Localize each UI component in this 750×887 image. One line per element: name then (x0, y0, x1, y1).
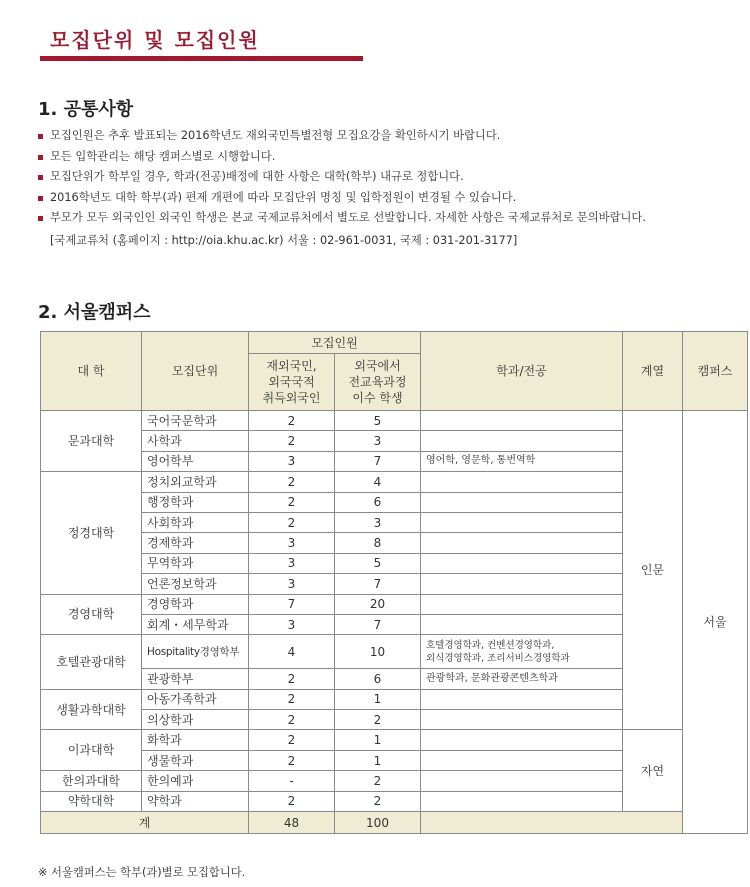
quota-overseas-cell: - (249, 771, 335, 791)
major-cell (421, 431, 623, 451)
college-cell: 생활과학대학 (41, 689, 142, 730)
unit-cell: 약학과 (142, 791, 249, 811)
college-cell: 이과대학 (41, 730, 142, 771)
quota-abroad-cell: 1 (335, 730, 421, 750)
major-cell (421, 750, 623, 770)
quota-abroad-cell: 5 (335, 553, 421, 573)
quota-abroad-cell: 2 (335, 771, 421, 791)
major-cell (421, 791, 623, 811)
unit-cell: 의상학과 (142, 710, 249, 730)
major-cell (421, 512, 623, 532)
header-quota: 모집인원 (249, 332, 421, 354)
header-campus: 캠퍼스 (683, 332, 748, 411)
quota-abroad-cell: 10 (335, 635, 421, 669)
quota-overseas-cell: 7 (249, 594, 335, 614)
major-cell (421, 710, 623, 730)
table-body (41, 411, 748, 834)
college-cell: 호텔관광대학 (41, 635, 142, 689)
quota-overseas-cell: 2 (249, 492, 335, 512)
major-cell (421, 771, 623, 791)
unit-cell: 경영학과 (142, 594, 249, 614)
major-cell (421, 472, 623, 492)
header-field: 계열 (623, 332, 683, 411)
bullet-icon (38, 155, 43, 160)
college-cell: 정경대학 (41, 472, 142, 594)
quota-overseas-cell: 2 (249, 431, 335, 451)
quota-overseas-cell: 3 (249, 553, 335, 573)
unit-cell: 회계・세무학과 (142, 614, 249, 634)
quota-abroad-cell: 7 (335, 574, 421, 594)
quota-overseas-cell: 3 (249, 533, 335, 553)
unit-cell: 관광학부 (142, 669, 249, 689)
major-cell: 호텔경영학과, 컨벤션경영학과, 외식경영학과, 조리서비스경영학과 (421, 635, 623, 669)
quota-abroad-cell: 1 (335, 689, 421, 709)
unit-cell: 국어국문학과 (142, 411, 249, 431)
unit-cell: 영어학부 (142, 451, 249, 471)
header-college: 대 학 (41, 332, 142, 411)
unit-cell: 경제학과 (142, 533, 249, 553)
field-cell-science: 자연 (623, 730, 683, 812)
unit-cell: 정치외교학과 (142, 472, 249, 492)
quota-overseas-cell: 2 (249, 669, 335, 689)
major-cell (421, 492, 623, 512)
quota-abroad-cell: 6 (335, 492, 421, 512)
major-cell (421, 689, 623, 709)
bullet-icon (38, 216, 43, 221)
total-label: 계 (41, 812, 249, 834)
title-underline (40, 56, 363, 61)
quota-abroad-cell: 6 (335, 669, 421, 689)
quota-overseas-cell: 2 (249, 750, 335, 770)
quota-abroad-cell: 8 (335, 533, 421, 553)
major-cell (421, 533, 623, 553)
page-title: 모집단위 및 모집인원 (50, 28, 260, 52)
quota-abroad-cell: 2 (335, 710, 421, 730)
total-blank (421, 812, 683, 834)
header-quota-overseas-korean: 재외국민, 외국국적 취득외국인 (249, 354, 335, 411)
note-item: 부모가 모두 외국인인 외국인 학생은 본교 국제교류처에서 별도로 선발합니다. 자세한 사항은 국제교류처로 문의바랍니다. (38, 208, 738, 229)
section-title-common: 1. 공통사항 (38, 99, 134, 120)
bullet-icon (38, 196, 43, 201)
section-title-seoul: 2. 서울캠퍼스 (38, 302, 151, 323)
quota-overseas-cell: 4 (249, 635, 335, 669)
quota-abroad-cell: 5 (335, 411, 421, 431)
quota-abroad-cell: 3 (335, 512, 421, 532)
bullet-icon (38, 134, 43, 139)
quota-overseas-cell: 2 (249, 710, 335, 730)
quota-overseas-cell: 2 (249, 730, 335, 750)
unit-cell: 사학과 (142, 431, 249, 451)
college-cell: 경영대학 (41, 594, 142, 635)
total-abroad: 100 (335, 812, 421, 834)
quota-overseas-cell: 3 (249, 574, 335, 594)
major-cell: 관광학과, 문화관광콘텐츠학과 (421, 669, 623, 689)
quota-abroad-cell: 20 (335, 594, 421, 614)
quota-abroad-cell: 4 (335, 472, 421, 492)
unit-cell: 무역학과 (142, 553, 249, 573)
major-cell: 영어학, 영문학, 통번역학 (421, 451, 623, 471)
quota-overseas-cell: 2 (249, 791, 335, 811)
note-item: 모집인원은 추후 발표되는 2016학년도 재외국민특별전형 모집요강을 확인하시기 바랍니다. (38, 126, 738, 147)
major-cell (421, 574, 623, 594)
total-row (41, 812, 748, 834)
quota-abroad-cell: 7 (335, 614, 421, 634)
quota-overseas-cell: 2 (249, 411, 335, 431)
unit-cell: 생물학과 (142, 750, 249, 770)
major-cell (421, 553, 623, 573)
major-cell (421, 411, 623, 431)
international-office-contact: [국제교류처 (홈페이지 : http://oia.khu.ac.kr) 서울 : 02-961-0031, 국제 : 031-201-3177] (50, 234, 518, 247)
unit-cell: 행정학과 (142, 492, 249, 512)
college-cell: 문과대학 (41, 411, 142, 472)
unit-cell: 한의예과 (142, 771, 249, 791)
common-notes-list (38, 126, 738, 229)
header-quota-abroad-education: 외국에서 전교육과정 이수 학생 (335, 354, 421, 411)
college-cell: 약학대학 (41, 791, 142, 811)
quota-overseas-cell: 2 (249, 512, 335, 532)
major-cell (421, 614, 623, 634)
note-item: 2016학년도 대학 학부(과) 편제 개편에 따라 모집단위 명칭 및 입학정원이 변경될 수 있습니다. (38, 188, 738, 209)
college-cell: 한의과대학 (41, 771, 142, 791)
quota-overseas-cell: 3 (249, 451, 335, 471)
table-row (41, 730, 748, 750)
note-item: 모든 입학관리는 해당 캠퍼스별로 시행합니다. (38, 147, 738, 168)
unit-cell: 화학과 (142, 730, 249, 750)
campus-cell: 서울 (683, 411, 748, 834)
unit-cell: 아동가족학과 (142, 689, 249, 709)
quota-overseas-cell: 2 (249, 472, 335, 492)
quota-abroad-cell: 3 (335, 431, 421, 451)
footnote: ※ 서울캠퍼스는 학부(과)별로 모집합니다. (38, 866, 246, 879)
bullet-icon (38, 175, 43, 180)
note-item: 모집단위가 학부일 경우, 학과(전공)배정에 대한 사항은 대학(학부) 내규로 정합니다. (38, 167, 738, 188)
major-cell (421, 730, 623, 750)
unit-cell: Hospitality경영학부 (142, 635, 249, 669)
field-cell-humanities: 인문 (623, 411, 683, 730)
total-overseas: 48 (249, 812, 335, 834)
header-unit: 모집단위 (142, 332, 249, 411)
quota-overseas-cell: 3 (249, 614, 335, 634)
quota-abroad-cell: 7 (335, 451, 421, 471)
unit-cell: 언론정보학과 (142, 574, 249, 594)
admission-quota-table (40, 331, 748, 834)
quota-abroad-cell: 2 (335, 791, 421, 811)
header-major: 학과/전공 (421, 332, 623, 411)
major-cell (421, 594, 623, 614)
quota-abroad-cell: 1 (335, 750, 421, 770)
unit-cell: 사회학과 (142, 512, 249, 532)
quota-overseas-cell: 2 (249, 689, 335, 709)
table-row (41, 411, 748, 431)
